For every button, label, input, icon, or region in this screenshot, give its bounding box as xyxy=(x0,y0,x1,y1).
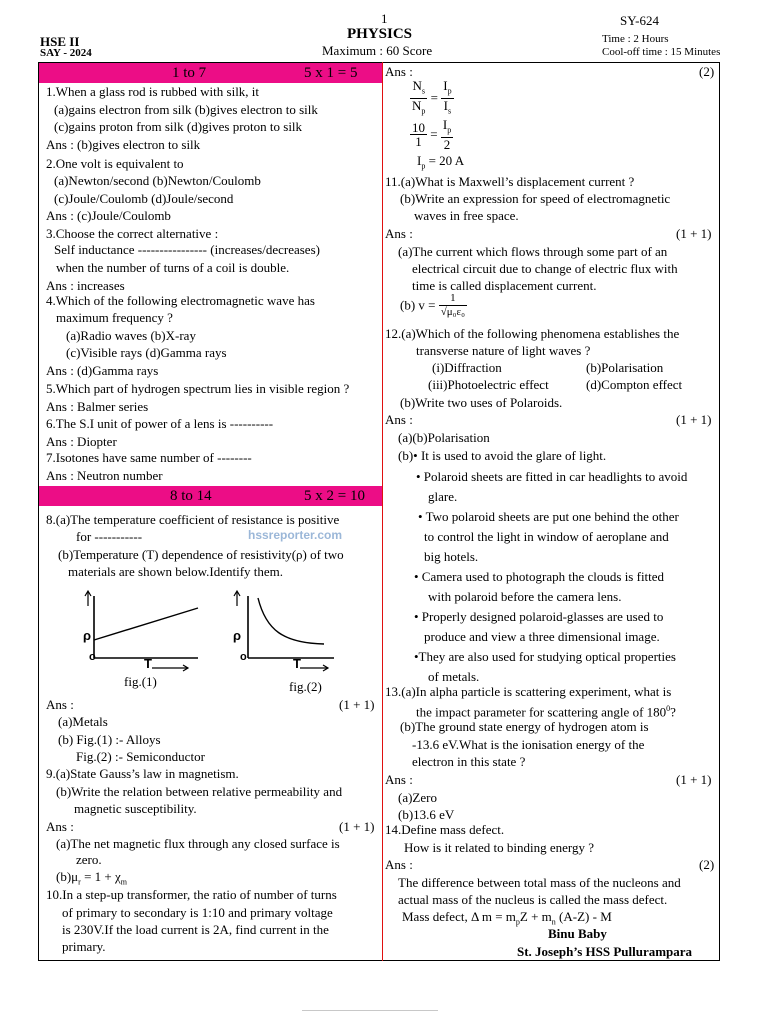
q3: 3.Choose the correct alternative : xyxy=(46,226,219,241)
q9b-cont: magnetic susceptibility. xyxy=(74,801,197,816)
q13-answer-b: (b)13.6 eV xyxy=(398,807,455,822)
band-1-range: 1 to 7 xyxy=(172,65,207,81)
q8-marks: (1 + 1) xyxy=(339,697,375,712)
q12-marks: (1 + 1) xyxy=(676,412,712,427)
q14-answer-2: actual mass of the nucleus is called the mass defect. xyxy=(398,892,668,907)
q10-cont-3: primary. xyxy=(62,939,106,954)
q6-answer: Ans : Diopter xyxy=(46,434,117,449)
q11-answer-a-cont2: time is called displacement current. xyxy=(412,278,597,293)
graph1-curve xyxy=(94,608,198,640)
q4-options-cd: (c)Visible rays (d)Gamma rays xyxy=(66,345,227,360)
column-divider xyxy=(382,62,383,961)
q2-options-cd: (c)Joule/Coulomb (d)Joule/second xyxy=(54,191,234,206)
q12-answer-label: Ans : xyxy=(385,412,413,427)
graph1-y-label: ρ xyxy=(83,628,92,643)
q8a-cont: for ----------- xyxy=(76,529,143,544)
footer-rule xyxy=(302,1010,438,1011)
q8a: 8.(a)The temperature coefficient of resistance is positive xyxy=(46,512,340,527)
q4: 4.Which of the following electromagnetic wave has xyxy=(46,293,315,308)
q10-marks: (2) xyxy=(699,64,715,79)
band-2-marks: 5 x 2 = 10 xyxy=(304,488,365,504)
q11a: 11.(a)What is Maxwell’s displacement current ? xyxy=(385,174,635,189)
q7: 7.Isotones have same number of -------- xyxy=(46,450,252,465)
q13b: (b)The ground state energy of hydrogen atom is xyxy=(400,719,649,734)
q14-answer-1: The difference between total mass of the nucleons and xyxy=(398,875,681,890)
q12-answer-a: (a)(b)Polarisation xyxy=(398,430,490,445)
graph-fig-2 xyxy=(228,588,340,688)
q10-cont-2: is 230V.If the load current is 2A, find current in the xyxy=(62,922,329,937)
section-band-2 xyxy=(39,486,382,506)
q13b-cont2: electron in this state ? xyxy=(412,754,526,769)
class-label: HSE II xyxy=(40,34,80,49)
q12-option-d: (d)Compton effect xyxy=(586,377,683,392)
q8-answer-b: (b) Fig.(1) :- Alloys xyxy=(58,732,161,747)
q13-answer-a: (a)Zero xyxy=(398,790,437,805)
q11-marks: (1 + 1) xyxy=(676,226,712,241)
author-school: St. Joseph’s HSS Pullurampara xyxy=(517,944,693,959)
q3-statement-cont: when the number of turns of a coil is double. xyxy=(56,260,290,275)
q9-answer-a: (a)The net magnetic flux through any closed surface is xyxy=(56,836,340,851)
q8-answer-a: (a)Metals xyxy=(58,714,108,729)
q1-options-cd: (c)gains proton from silk (d)gives proton to silk xyxy=(54,119,303,134)
q11-answer-a: (a)The current which flows through some part of an xyxy=(398,244,668,259)
subject-title: PHYSICS xyxy=(347,26,413,42)
q9-answer-b: $(b)\mu_r = 1 + \chi_m$ xyxy=(56,869,127,887)
q3-statement: Self inductance ---------------- (increases/decreases) xyxy=(54,242,320,257)
graph2-curve xyxy=(258,598,324,644)
q8-answer-label: Ans : xyxy=(46,697,74,712)
q13-answer-label: Ans : xyxy=(385,772,413,787)
q12-use-2: • Two polaroid sheets are put one behind the other xyxy=(418,509,679,524)
q3-answer: Ans : increases xyxy=(46,278,125,293)
q10-cont-1: of primary to secondary is 1:10 and primary voltage xyxy=(62,905,333,920)
q1-answer: Ans : (b)gives electron to silk xyxy=(46,137,201,152)
q12-use-3-cont: with polaroid before the camera lens. xyxy=(428,589,622,604)
q14-cont: How is it related to binding energy ? xyxy=(404,840,595,855)
q12-answer-b: (b)• It is used to avoid the glare of light. xyxy=(398,448,607,463)
fig1-caption: fig.(1) xyxy=(124,674,157,689)
q12a-cont: transverse nature of light waves ? xyxy=(416,343,591,358)
q13b-cont1: -13.6 eV.What is the ionisation energy of the xyxy=(412,737,645,752)
mass-defect-formula: Mass defect, Δ $m = m_pZ + m_n$ (A-Z) - M xyxy=(402,909,612,927)
q12-use-4: • Properly designed polaroid-glasses are used to xyxy=(414,609,664,624)
q1-options-ab: (a)gains electron from silk (b)gives electron to silk xyxy=(54,102,318,117)
q12-option-i: (i)Diffraction xyxy=(432,360,502,375)
max-score: Maximum : 60 Score xyxy=(322,43,433,58)
q2-answer: Ans : (c)Joule/Coulomb xyxy=(46,208,171,223)
q8b-cont: materials are shown below.Identify them. xyxy=(68,564,284,579)
q12-use-5: •They are also used for studying optical properties xyxy=(414,649,676,664)
q12a: 12.(a)Which of the following phenomena establishes the xyxy=(385,326,680,341)
q7-answer: Ans : Neutron number xyxy=(46,468,163,483)
q12-option-b: (b)Polarisation xyxy=(586,360,664,375)
paper-code: SY-624 xyxy=(620,13,660,28)
band-2-range: 8 to 14 xyxy=(170,488,212,504)
q8-answer-b-cont: Fig.(2) :- Semiconductor xyxy=(76,749,205,764)
q14-marks: (2) xyxy=(699,857,715,872)
graph1-x-label: T xyxy=(144,656,152,671)
graph1-origin: o xyxy=(89,651,96,663)
q10: 10.In a step-up transformer, the ratio of number of turns xyxy=(46,887,337,902)
q4-options-ab: (a)Radio waves (b)X-ray xyxy=(66,328,196,343)
q12-use-3: • Camera used to photograph the clouds is fitted xyxy=(414,569,665,584)
q2: 2.One volt is equivalent to xyxy=(46,156,184,171)
q9-answer-label: Ans : xyxy=(46,819,74,834)
exam-label: SAY - 2024 xyxy=(40,47,92,59)
q13-marks: (1 + 1) xyxy=(676,772,712,787)
section-band-1 xyxy=(39,63,382,83)
q12b: (b)Write two uses of Polaroids. xyxy=(400,395,563,410)
q11-answer-label: Ans : xyxy=(385,226,413,241)
q4-cont: maximum frequency ? xyxy=(56,310,173,325)
q9-answer-a-cont: zero. xyxy=(76,852,102,867)
q13a: 13.(a)In alpha particle is scattering experiment, what is xyxy=(385,684,672,699)
q1: 1.When a glass rod is rubbed with silk, it xyxy=(46,84,260,99)
q9a: 9.(a)State Gauss’s law in magnetism. xyxy=(46,766,239,781)
watermark: hssreporter.com xyxy=(248,528,343,542)
q12-use-1: • Polaroid sheets are fitted in car headlights to avoid xyxy=(416,469,688,484)
q11b: (b)Write an expression for speed of electromagnetic xyxy=(400,191,671,206)
q12-option-iii: (iii)Photoelectric effect xyxy=(428,377,549,392)
q5: 5.Which part of hydrogen spectrum lies in visible region ? xyxy=(46,381,350,396)
q14: 14.Define mass defect. xyxy=(385,822,505,837)
q9-marks: (1 + 1) xyxy=(339,819,375,834)
graph2-y-label: ρ xyxy=(233,628,242,643)
q11-answer-b: (b) v = $\frac{1}{\text{√μ₀ε₀}}$ xyxy=(400,292,465,318)
q10-answer-label: Ans : xyxy=(385,64,413,79)
q12-use-2-cont2: big hotels. xyxy=(424,549,479,564)
q2-options-ab: (a)Newton/second (b)Newton/Coulomb xyxy=(54,173,261,188)
q5-answer: Ans : Balmer series xyxy=(46,399,149,414)
cool-off-label: Cool-off time : 15 Minutes xyxy=(602,46,721,58)
q11-answer-a-cont1: electrical circuit due to change of electric flux with xyxy=(412,261,678,276)
q4-answer: Ans : (d)Gamma rays xyxy=(46,363,159,378)
graph2-x-label: T xyxy=(293,656,301,671)
time-label: Time : 2 Hours xyxy=(602,33,669,45)
q13a-cont: the impact parameter for scattering angle of $180^0$? xyxy=(416,704,676,720)
q8b: (b)Temperature (T) dependence of resistivity(ρ) of two xyxy=(58,547,344,562)
fig2-caption: fig.(2) xyxy=(289,679,322,694)
q14-answer-label: Ans : xyxy=(385,857,413,872)
q11b-cont: waves in free space. xyxy=(414,208,519,223)
graph2-origin: o xyxy=(240,651,247,663)
q6: 6.The S.I unit of power of a lens is ---------- xyxy=(46,416,274,431)
formula-result: $I_p = 20$ A xyxy=(417,153,465,171)
q12-use-5-cont: of metals. xyxy=(428,669,480,684)
page-number: 1 xyxy=(381,11,388,26)
q12-use-2-cont1: to control the light in window of aeroplane and xyxy=(424,529,669,544)
band-1-marks: 5 x 1 = 5 xyxy=(304,65,358,81)
q9b: (b)Write the relation between relative permeability and xyxy=(56,784,343,799)
q12-use-1-cont: glare. xyxy=(428,489,458,504)
q12-use-4-cont: produce and view a three dimensional image. xyxy=(424,629,660,644)
formula-substitution: $\frac{10}{1}$ = $\frac{I_p}{2}$ xyxy=(412,117,452,152)
author-name: Binu Baby xyxy=(548,926,607,941)
formula-turns-ratio: $\frac{N_s}{N_p}$ = $\frac{I_p}{I_s}$ xyxy=(412,78,452,116)
